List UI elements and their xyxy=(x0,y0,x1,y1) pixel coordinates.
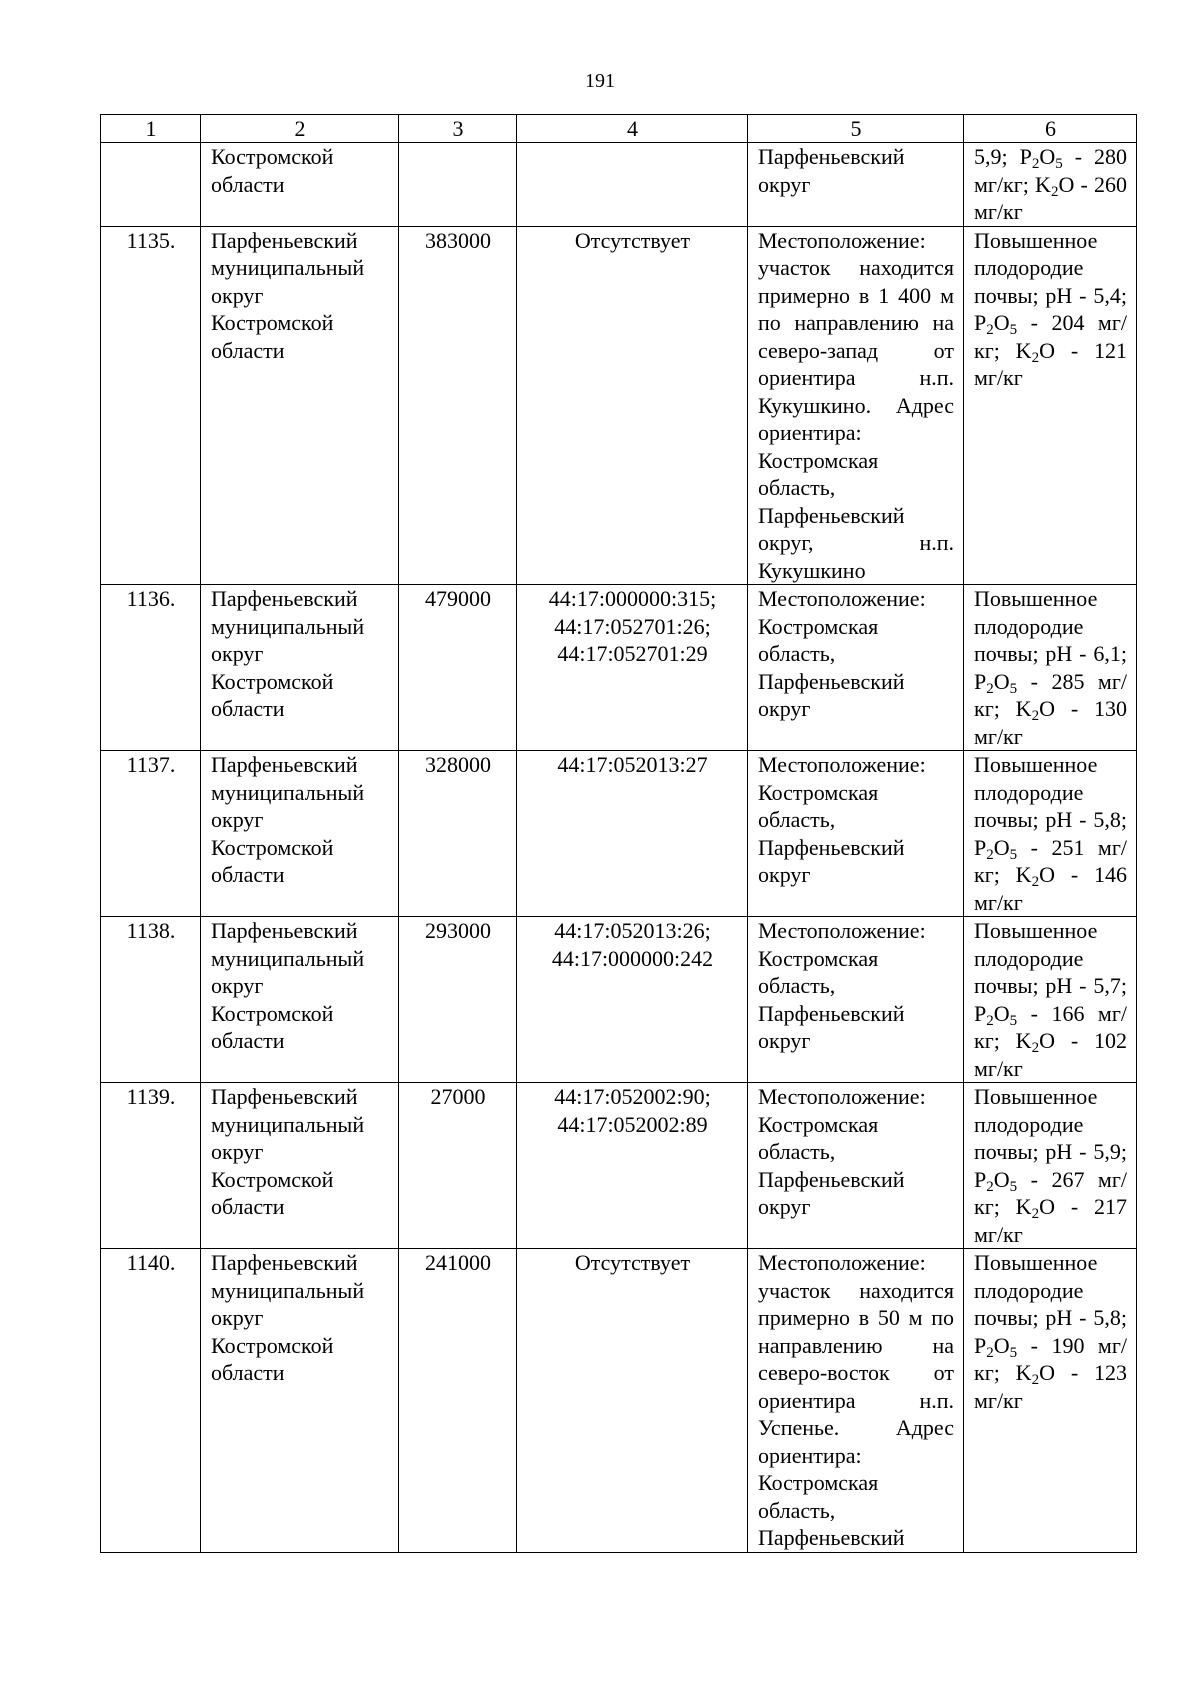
row-number: 1135. xyxy=(101,226,201,585)
location-cell: Местоположение: Костромская область, Парфеньевский округ xyxy=(748,751,964,917)
area-cell: 383000 xyxy=(399,226,517,585)
soil-cell: 5,9; $P_2O_5 - 280$ мг/кг; $K_2O - 260$ мг/кг xyxy=(964,143,1137,227)
location-cell: Местоположение: участок находится примерно в 50 м по направлению на северо-восток от ориентира н.п. Успенье. Адрес ориентира: Костромская область, Парфеньевский xyxy=(748,1249,964,1553)
cadastral-cell: 44:17:052002:90; 44:17:052002:89 xyxy=(517,1083,748,1249)
table-row xyxy=(101,143,1137,227)
table-row xyxy=(101,917,1137,1083)
cadastral-cell xyxy=(517,143,748,227)
soil-cell: Повышенное плодородие почвы; pH - 6,1; $P_2O_5 - 285$ мг/кг; $K_2O - 130$ мг/кг xyxy=(964,585,1137,751)
district-cell: Парфеньевский муниципальный округ Костромской области xyxy=(201,1083,399,1249)
district-cell: Парфеньевский муниципальный округ Костромской области xyxy=(201,1249,399,1553)
area-cell: 27000 xyxy=(399,1083,517,1249)
column-number-row xyxy=(101,115,1137,143)
table-row xyxy=(101,751,1137,917)
district-cell: Парфеньевский муниципальный округ Костромской области xyxy=(201,751,399,917)
cadastral-cell: Отсутствует xyxy=(517,226,748,585)
row-number: 1140. xyxy=(101,1249,201,1553)
district-cell: Парфеньевский муниципальный округ Костромской области xyxy=(201,585,399,751)
col-header-4: 4 xyxy=(517,115,748,143)
col-header-5: 5 xyxy=(748,115,964,143)
soil-cell: Повышенное плодородие почвы; pH - 5,7; $P_2O_5 - 166$ мг/кг; $K_2O - 102$ мг/кг xyxy=(964,917,1137,1083)
row-number xyxy=(101,143,201,227)
area-cell: 293000 xyxy=(399,917,517,1083)
location-cell: Парфеньевский округ xyxy=(748,143,964,227)
table-row xyxy=(101,1249,1137,1553)
table-row xyxy=(101,585,1137,751)
area-cell: 241000 xyxy=(399,1249,517,1553)
row-number: 1136. xyxy=(101,585,201,751)
soil-cell: Повышенное плодородие почвы; pH - 5,8; $P_2O_5 - 251$ мг/кг; $K_2O - 146$ мг/кг xyxy=(964,751,1137,917)
cadastral-cell: 44:17:052013:26; 44:17:000000:242 xyxy=(517,917,748,1083)
soil-cell: Повышенное плодородие почвы; pH - 5,4; $P_2O_5 - 204$ мг/кг; $K_2O - 121$ мг/кг xyxy=(964,226,1137,585)
cadastral-cell: Отсутствует xyxy=(517,1249,748,1553)
location-cell: Местоположение: Костромская область, Парфеньевский округ xyxy=(748,1083,964,1249)
soil-cell: Повышенное плодородие почвы; pH - 5,9; $P_2O_5 - 267$ мг/кг; $K_2O - 217$ мг/кг xyxy=(964,1083,1137,1249)
area-cell: 479000 xyxy=(399,585,517,751)
district-cell: Костромской области xyxy=(201,143,399,227)
location-cell: Местоположение: Костромская область, Парфеньевский округ xyxy=(748,585,964,751)
page-number: 191 xyxy=(585,70,615,92)
district-cell: Парфеньевский муниципальный округ Костромской области xyxy=(201,917,399,1083)
row-number: 1139. xyxy=(101,1083,201,1249)
row-number: 1137. xyxy=(101,751,201,917)
col-header-6: 6 xyxy=(964,115,1137,143)
land-registry-table xyxy=(100,114,1137,1553)
soil-cell: Повышенное плодородие почвы; pH - 5,8; $P_2O_5 - 190$ мг/кг; $K_2O - 123$ мг/кг xyxy=(964,1249,1137,1553)
col-header-2: 2 xyxy=(201,115,399,143)
cadastral-cell: 44:17:000000:315; 44:17:052701:26; 44:17:052701:29 xyxy=(517,585,748,751)
row-number: 1138. xyxy=(101,917,201,1083)
area-cell xyxy=(399,143,517,227)
area-cell: 328000 xyxy=(399,751,517,917)
col-header-3: 3 xyxy=(399,115,517,143)
district-cell: Парфеньевский муниципальный округ Костромской области xyxy=(201,226,399,585)
table-row xyxy=(101,226,1137,585)
location-cell: Местоположение: Костромская область, Парфеньевский округ xyxy=(748,917,964,1083)
location-cell: Местоположение: участок находится примерно в 1 400 м по направлению на северо-запад от ориентира н.п. Кукушкино. Адрес ориентира: Костромская область, Парфеньевский округ, н.п. Кукушкино xyxy=(748,226,964,585)
cadastral-cell: 44:17:052013:27 xyxy=(517,751,748,917)
table-row xyxy=(101,1083,1137,1249)
col-header-1: 1 xyxy=(101,115,201,143)
